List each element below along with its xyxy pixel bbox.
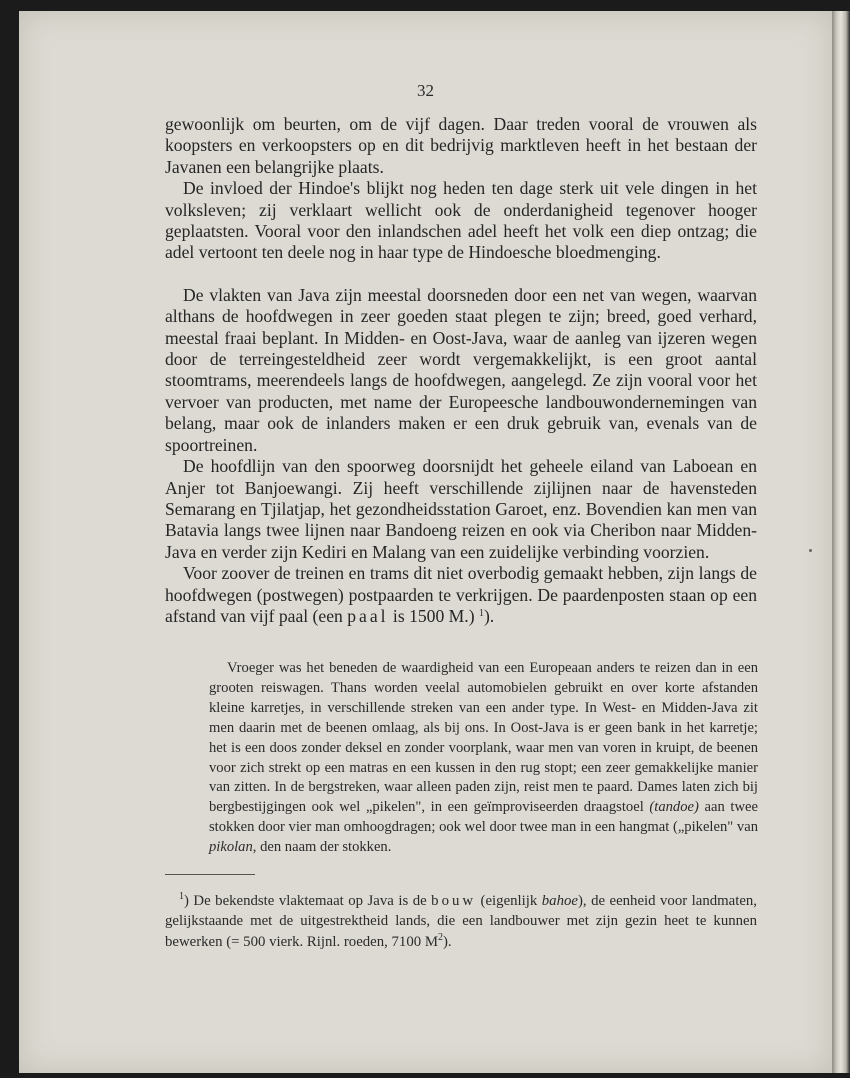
small-text-part-3: , den naam der stokken.: [252, 839, 392, 856]
paragraph-5-end: ).: [483, 605, 495, 626]
footnote-part-4: ).: [442, 933, 452, 950]
footnote-part-3: ), de eenheid voor landmaten, gelijkstaande met de uitgestrektheid lands, die een landbouwer met zijn gezin heet te kunnen bewerken (= 500 vierk. Rijnl. roeden, 7100 M: [165, 893, 757, 950]
footnote-part-2: (eigenlijk: [476, 893, 542, 909]
paragraph-5-text-2: is 1500 M.): [388, 605, 479, 626]
paragraph-5-text: Voor zoover de treinen en trams dit niet overbodig gemaakt hebben, zijn langs de hoofdwegen (postwegen) postpaarden te verkrijgen. De paardenposten staan op een afstand van vijf paal (een: [165, 563, 757, 626]
paragraph-5: [165, 563, 757, 627]
italic-pikolan: pikolan: [209, 839, 253, 856]
small-text-part-1: Vroeger was het beneden de waardigheid van een Europeaan anders te reizen dan in een grooten reiswagen. Thans worden veelal automobielen gebruikt en over korte afstanden kleine karretjes, in verschillende streken van een ander type. In West- en Midden-Java zit men daarin met de beenen omlaag, als bij ons. In Oost-Java is er geen bank in het karretje; het is een doos zonder deksel en zonder voorplank, waar men van voren in kruipt, de beenen voor zich strekt op een matras en een kussen in den rug stopt; een zeer gemakkelijke manier van zitten. In de bergstreken, waar alleen paden zijn, reist men te paard. Dames laten zich bij bergbestijgingen ook wel „pikelen", in een geïmproviseerden draagstoel: [209, 660, 758, 816]
footnote-separator: [165, 874, 255, 875]
italic-bahoe: bahoe: [541, 893, 578, 909]
paragraph-1: gewoonlijk om beurten, om de vijf dagen. Daar treden vooral de vrouwen als koopsters en verkoopsters op en dit bedrijvig marktleven heeft in het bestaan der Javanen een belangrijke plaats.: [165, 114, 757, 177]
superscript-2: 2: [437, 931, 443, 943]
footnote-marker: 1: [179, 891, 184, 902]
page-number: 32: [417, 81, 434, 100]
paragraph-2: De invloed der Hindoe's blijkt nog heden ten dage sterk uit vele dingen in het volksleven; zij verklaart wellicht ook de onderdanigheid tegenover hooger geplaatsten. Vooral voor den inlandschen adel heeft het volk een diep ontzag; die adel vertoont ten deele nog in haar type de Hindoesche bloedmenging.: [165, 178, 757, 263]
footnote-reference: 1: [478, 607, 484, 619]
paragraph-3: De vlakten van Java zijn meestal doorsneden door een net van wegen, waarvan althans de hoofdwegen in zeer goeden staat plegen te zijn; breed, goed verhard, meestal fraai beplant. In Midden- en Oost-Java, waar de aanleg van ijzeren wegen door de terreingesteldheid zeer wordt vergemakkelijkt, is een groot aantal stoomtrams, meerendeels langs de hoofdwegen, aangelegd. Ze zijn vooral voor het vervoer van producten, met name der Europeesche landbouwondernemingen van belang, maar ook de inlanders maken er een druk gebruik van, evenals van de spoortreinen.: [165, 284, 757, 455]
book-binding-edge: [832, 11, 850, 1073]
small-print-paragraph: [209, 659, 758, 858]
italic-tandoe: (tandoe): [649, 799, 699, 816]
book-page: [19, 11, 832, 1073]
small-text-part-2: aan twee stokken door vier man omhoogdragen; ook wel door twee man in een hangmat („pikelen" van: [209, 799, 758, 836]
spaced-word-bouw: bouw: [431, 893, 477, 909]
footnote: [165, 891, 757, 952]
spaced-word-paal: paal: [347, 605, 389, 626]
paper-speck: [809, 549, 812, 552]
main-text: [165, 114, 757, 627]
footnote-part-1: ) De bekendste vlaktemaat op Java is de: [184, 893, 432, 909]
paragraph-4: De hoofdlijn van den spoorweg doorsnijdt het geheele eiland van Laboean en Anjer tot Banjoewangi. Zij heeft verschillende zijlijnen naar de havensteden Semarang en Tjilatjap, het gezondheidsstation Garoet, enz. Bovendien kan men van Batavia langs twee lijnen naar Bandoeng reizen en ook via Cheribon naar Midden-Java en verder zijn Kediri en Malang van een zuidelijke verbinding voorzien.: [165, 456, 757, 562]
